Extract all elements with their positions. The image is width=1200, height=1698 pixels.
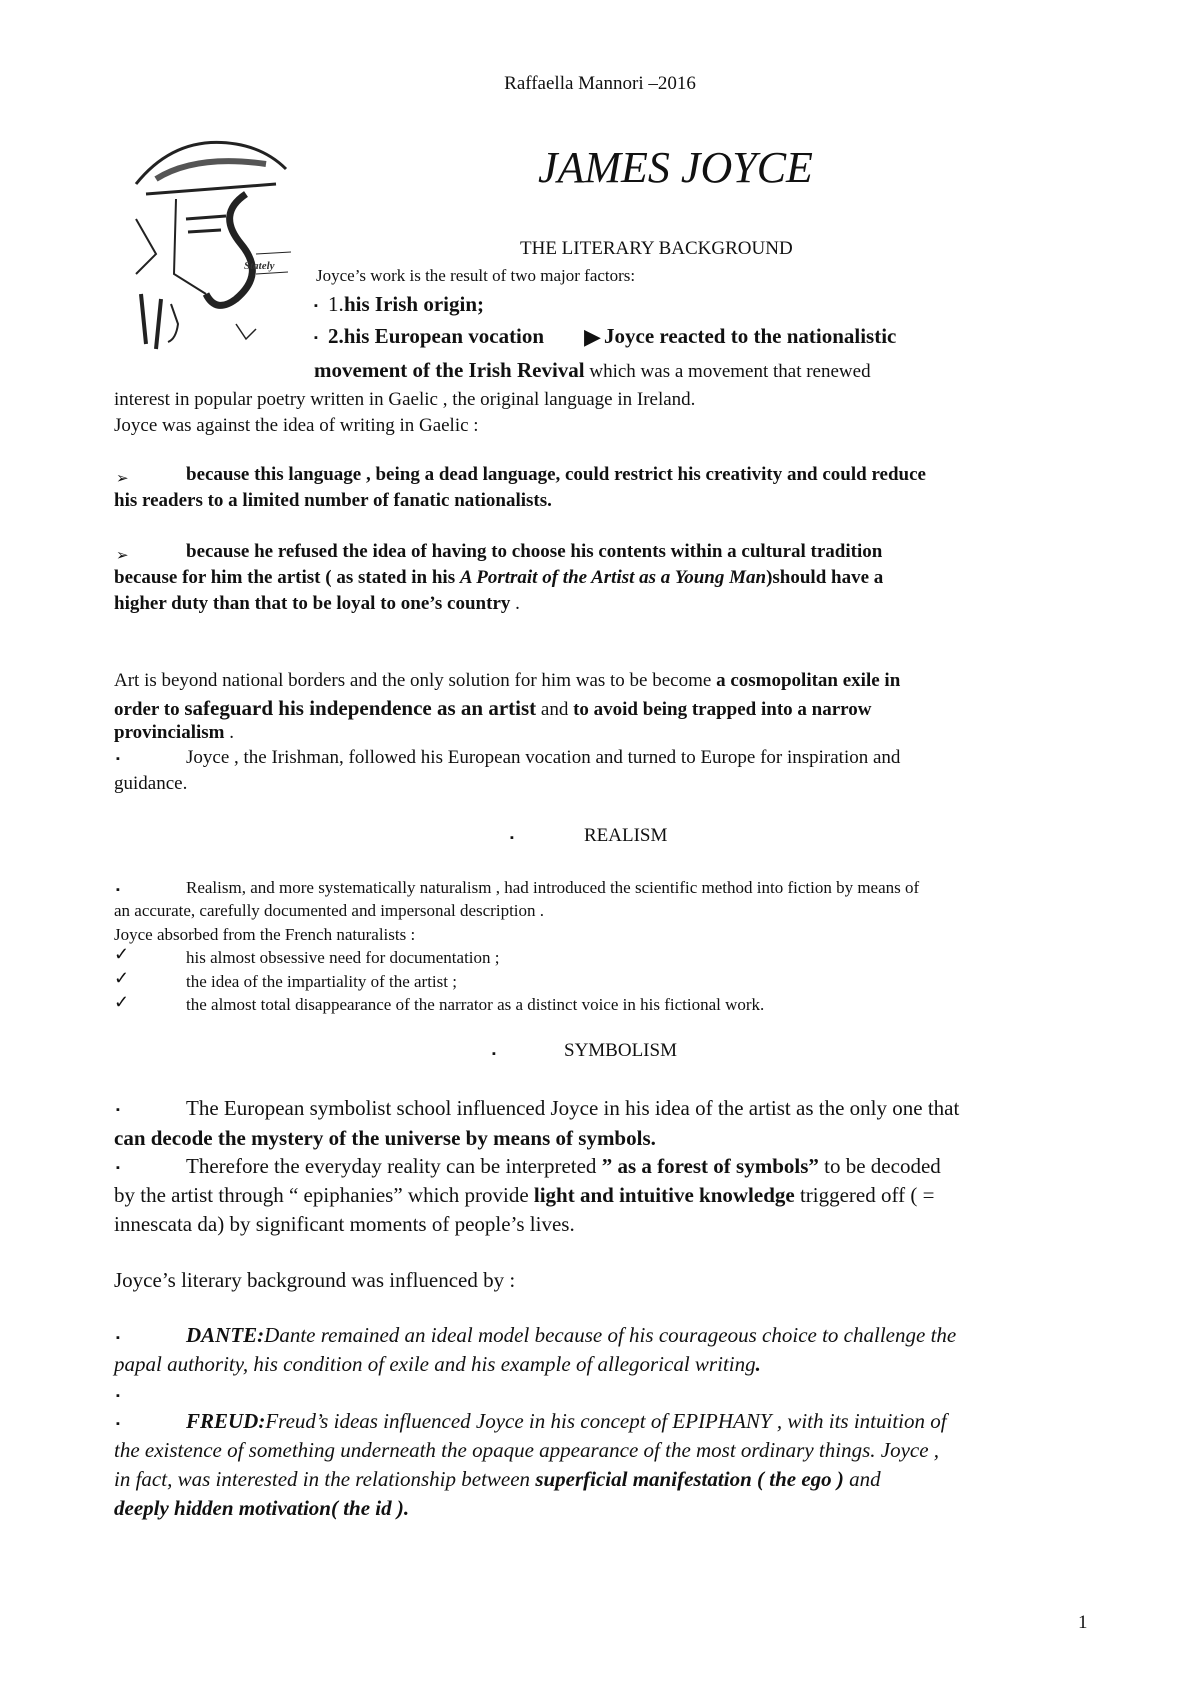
check-icon: ✓ [114, 968, 130, 988]
bullet-icon: ▪ [510, 832, 514, 844]
freud-text: Freud’s ideas influenced Joyce in his concept of EPIPHANY , with its intuition of [265, 1409, 947, 1433]
symbolism-p2-line-1 [186, 1154, 941, 1179]
realism-absorbed: Joyce absorbed from the French naturalists : [114, 925, 416, 944]
realism-item: his almost obsessive need for documentation ; [186, 948, 500, 967]
page-title: JAMES JOYCE [538, 143, 813, 192]
reason-1-line-2: his readers to a limited number of fanatic nationalists. [114, 490, 552, 511]
bullet-icon: ▪ [116, 884, 120, 896]
portrait-title: A Portrait of the Artist as a Young Man [459, 567, 767, 588]
reason-2-text-a: because for him the artist ( as stated in his [114, 567, 460, 588]
section-heading-literary: THE LITERARY BACKGROUND [520, 238, 793, 259]
check-icon: ✓ [114, 992, 130, 1012]
dante-text-2: papal authority, his condition of exile and his example of allegorical writing [114, 1352, 756, 1376]
symbolism-p2-line-3: innescata da) by significant moments of people’s lives. [114, 1212, 575, 1236]
dante-text: Dante remained an ideal model because of his courageous choice to challenge the [264, 1323, 957, 1347]
freud-line-3 [114, 1467, 881, 1492]
art-end: . [224, 722, 234, 743]
section-heading-symbolism: SYMBOLISM [564, 1040, 677, 1061]
page-number: 1 [1078, 1612, 1088, 1633]
light-intuitive-knowledge: light and intuitive knowledge [533, 1183, 795, 1207]
bullet-icon: ▪ [116, 1104, 120, 1116]
arrow-right-icon: ▶ [584, 324, 601, 349]
freud-label: FREUD: [186, 1409, 266, 1433]
freud-line-4: deeply hidden motivation( the id ). [114, 1496, 410, 1520]
forest-of-symbols: ” as a forest of symbols” [601, 1154, 819, 1178]
bullet-icon: ▪ [314, 332, 318, 344]
joyce-sketch-logo [116, 124, 296, 362]
irish-revival-bold: movement of the Irish Revival [314, 358, 585, 382]
factor-1-text: his Irish origin; [344, 292, 485, 316]
p2-text-c: to be decoded [818, 1154, 941, 1178]
avoid-trapped-text: to avoid being trapped into a narrow [573, 699, 872, 720]
against-gaelic-text: Joyce was against the idea of writing in Gaelic : [114, 415, 479, 436]
section-heading-realism: REALISM [584, 825, 668, 846]
symbolism-p1-line-1: The European symbolist school influenced Joyce in his idea of the artist as the only one that [186, 1096, 960, 1120]
freud-text-3c: and [843, 1467, 881, 1491]
arrowhead-bullet-icon: ➢ [116, 548, 129, 564]
art-text-and: and [536, 699, 574, 720]
joyce-portrait-sketch-icon [116, 124, 296, 362]
art-text-a: Art is beyond national borders and the only solution for him was to be become [114, 670, 717, 691]
realism-line-1: Realism, and more systematically naturalism , had introduced the scientific method into fiction by means of [186, 878, 920, 897]
freud-line-2: the existence of something underneath the opaque appearance of the most ordinary things. Joyce , [114, 1438, 940, 1462]
bullet-icon: ▪ [314, 300, 318, 312]
realism-item: the almost total disappearance of the narrator as a distinct voice in his fictional work. [186, 995, 765, 1014]
art-text-order: order to [114, 699, 185, 720]
p2-text-a: Therefore the everyday reality can be interpreted [186, 1154, 602, 1178]
author-header: Raffaella Mannori –2016 [504, 73, 696, 94]
cosmopolitan-exile: a cosmopolitan exile in [716, 670, 901, 691]
intro-text: Joyce’s work is the result of two major factors: [316, 266, 636, 285]
bullet-icon: ▪ [116, 1418, 120, 1430]
reason-2-line-1: because he refused the idea of having to choose his contents within a cultural tradition [186, 541, 883, 562]
p2-text-l2c: triggered off ( = [794, 1183, 935, 1207]
joyce-reaction-text: Joyce reacted to the nationalistic [604, 324, 897, 348]
bullet-icon: ▪ [492, 1048, 496, 1060]
revival-line-2: interest in popular poetry written in Gaelic , the original language in Ireland. [114, 389, 696, 410]
factor-2-text: 2.his European vocation [328, 324, 545, 348]
reason-2-text-c: )should have a [766, 567, 884, 588]
dante-line-1 [186, 1323, 956, 1348]
bullet-icon: ▪ [116, 1162, 120, 1174]
dante-label: DANTE: [186, 1323, 265, 1347]
freud-line-1 [186, 1409, 947, 1434]
reason-2-end: . [510, 593, 520, 614]
art-line-2 [114, 696, 871, 721]
influenced-by-text: Joyce’s literary background was influenced by : [114, 1268, 516, 1292]
realism-item: the idea of the impartiality of the artist ; [186, 972, 457, 991]
factor-1-number: 1. [328, 292, 344, 316]
dante-end: . [755, 1352, 761, 1376]
european-line-1: Joyce , the Irishman, followed his European vocation and turned to Europe for inspiration and [186, 747, 901, 768]
reason-2-line-3 [114, 593, 520, 615]
freud-text-3a: in fact, was interested in the relationship between [114, 1467, 536, 1491]
arrowhead-bullet-icon: ➢ [116, 471, 129, 487]
art-line-1 [114, 670, 900, 692]
bullet-icon: ▪ [116, 753, 120, 765]
bullet-icon: ▪ [116, 1332, 120, 1344]
reason-2-loyal: higher duty than that to be loyal to one’s country [114, 593, 511, 614]
revival-rest: which was a movement that renewed [584, 361, 871, 382]
provincialism: provincialism [114, 722, 225, 743]
safeguard-text: safeguard his independence as an artist [184, 696, 537, 720]
check-icon: ✓ [114, 944, 130, 964]
bullet-icon: ▪ [116, 1390, 120, 1402]
superficial-manifestation: superficial manifestation ( the ego ) [535, 1467, 844, 1491]
realism-line-2: an accurate, carefully documented and impersonal description . [114, 901, 545, 920]
dante-line-2 [114, 1352, 761, 1377]
symbolism-p2-line-2 [114, 1183, 934, 1208]
european-line-2: guidance. [114, 773, 188, 794]
reason-2-line-2 [114, 567, 883, 589]
symbolism-p1-line-2: can decode the mystery of the universe by means of symbols. [114, 1126, 656, 1150]
art-line-3 [114, 722, 234, 744]
p2-text-l2a: by the artist through “ epiphanies” which provide [114, 1183, 534, 1207]
revival-line [314, 358, 871, 383]
logo-caption: Stately [244, 260, 275, 272]
reason-1-line-1: because this language , being a dead language, could restrict his creativity and could reduce [186, 464, 926, 485]
